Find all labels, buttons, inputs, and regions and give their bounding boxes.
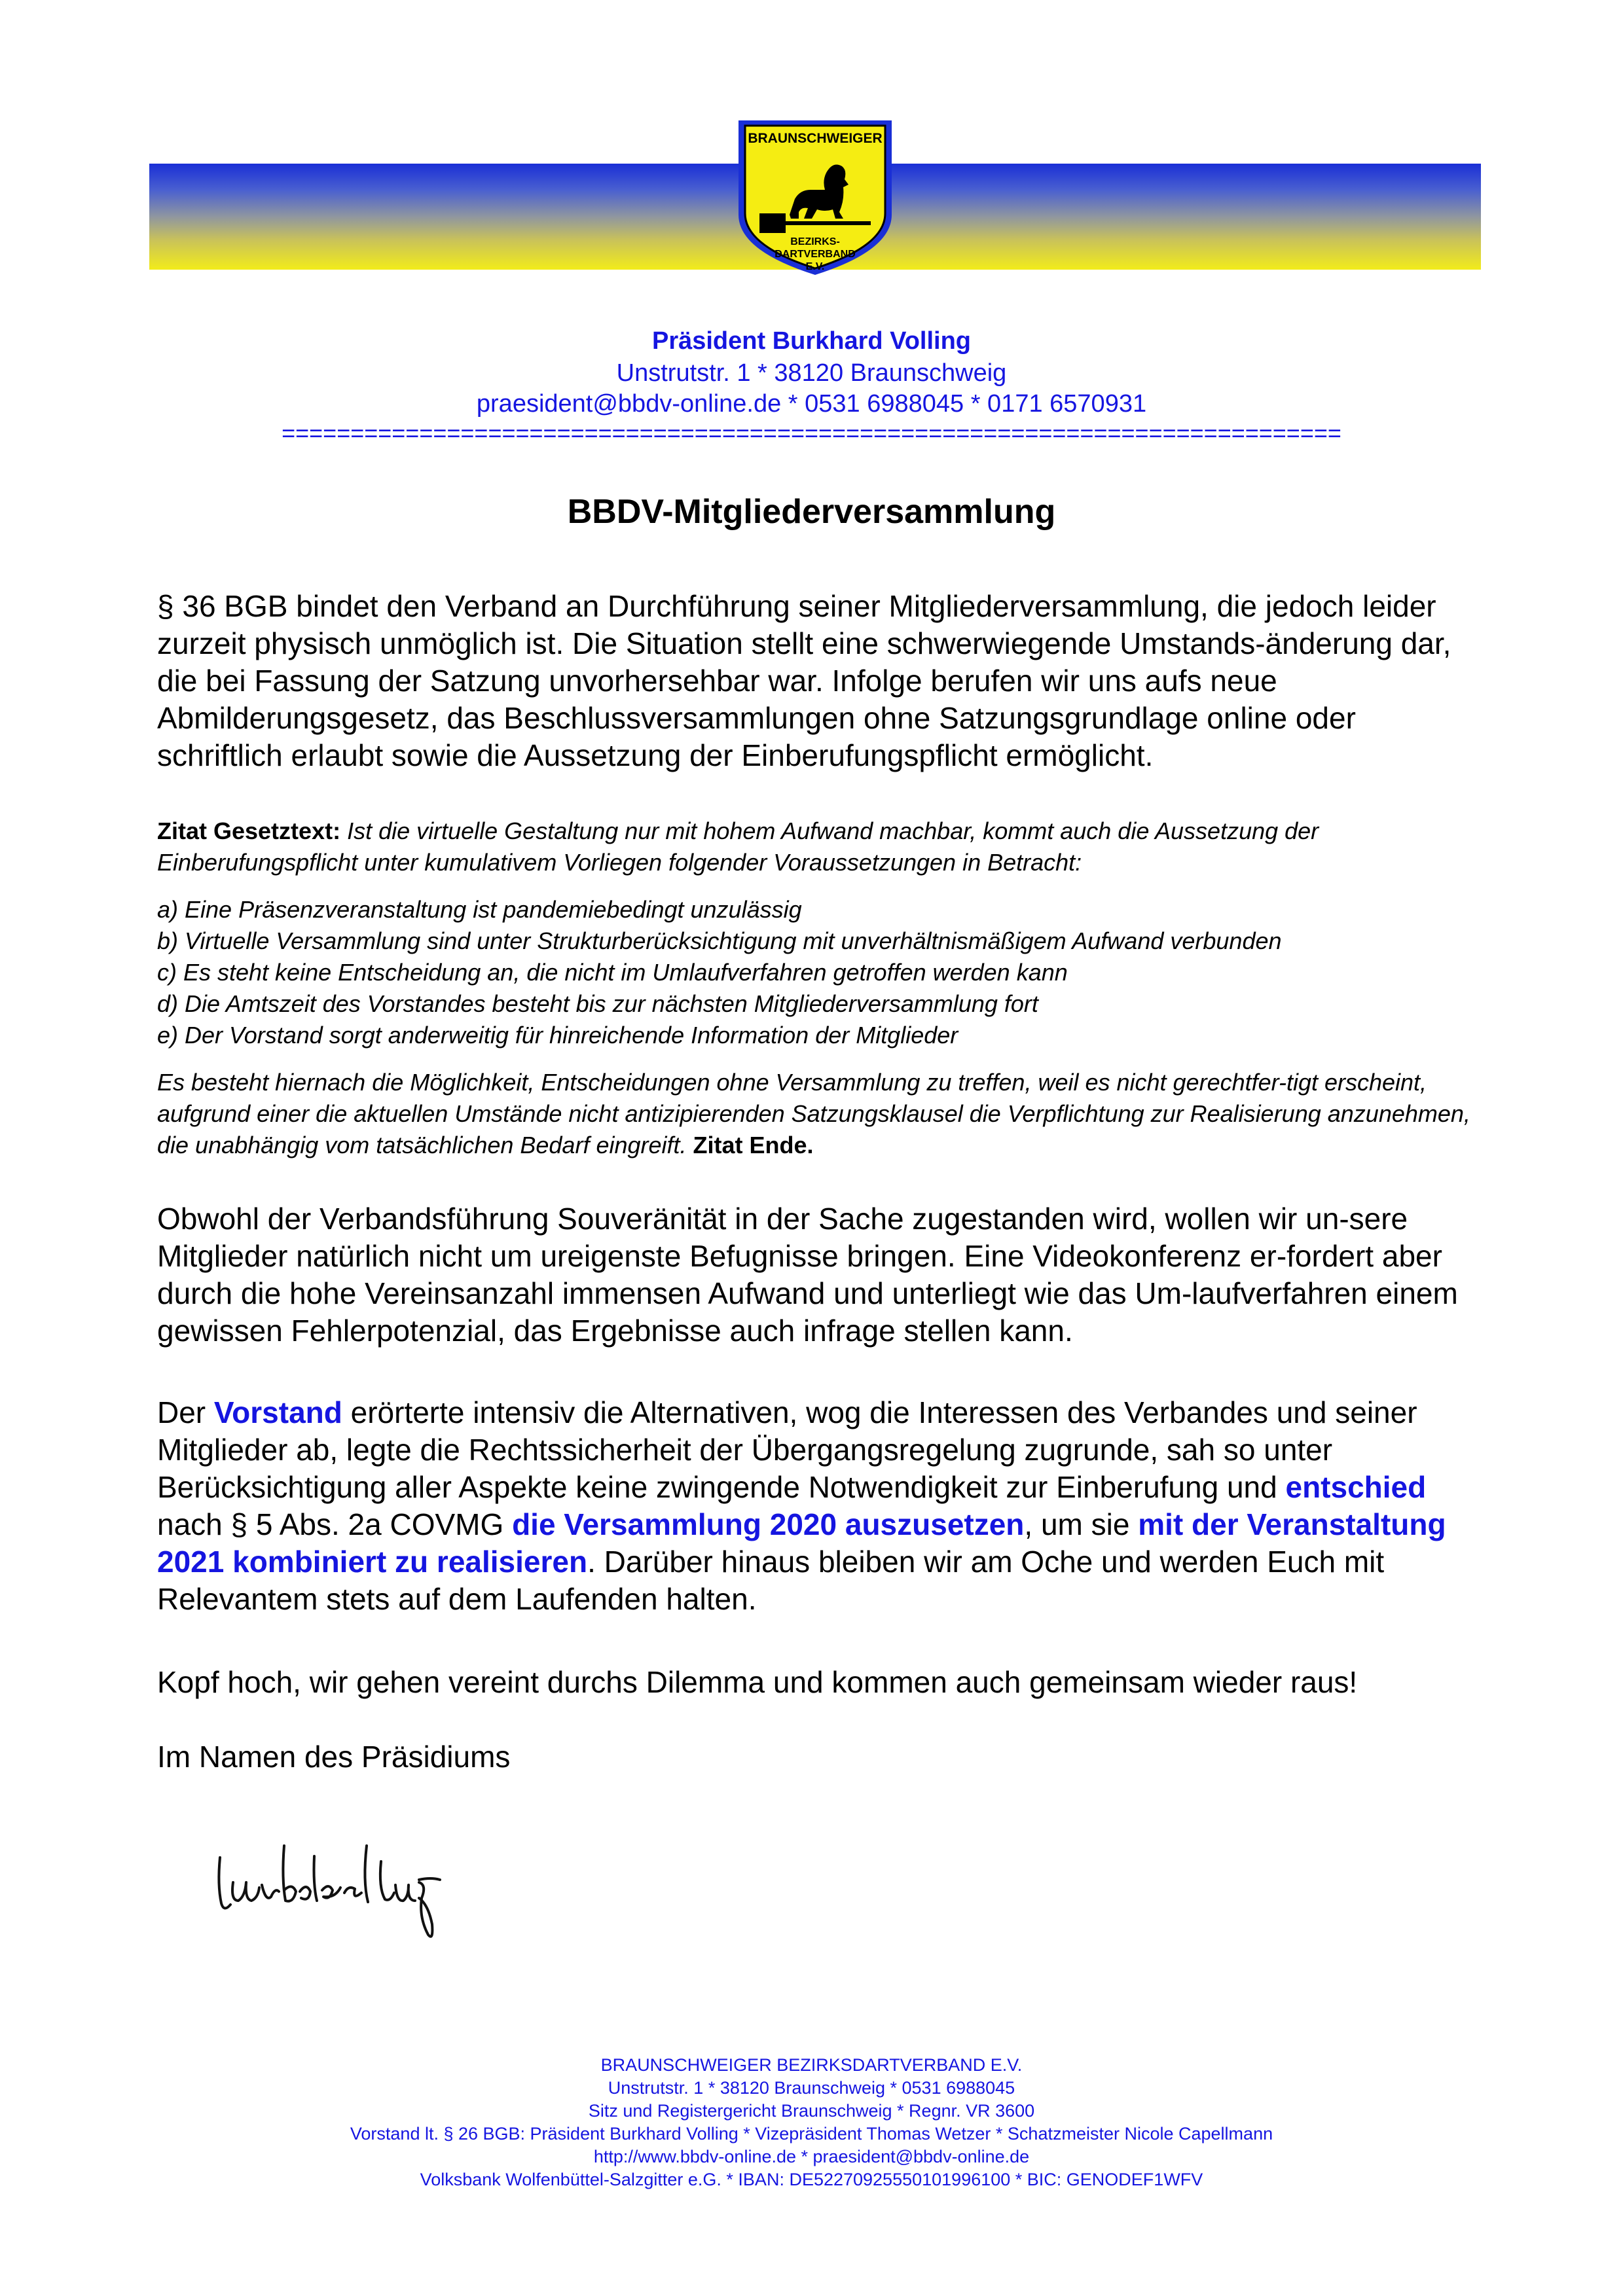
footer [0, 2054, 1623, 2191]
quote-end-label: Zitat Ende. [693, 1132, 814, 1158]
p3-emph-vorstand: Vorstand [213, 1395, 342, 1429]
paragraph-2 [157, 1200, 1476, 1350]
closing-text: Im Namen des Präsidiums [157, 1740, 511, 1774]
quote-conclusion [157, 1067, 1476, 1161]
quote-block [157, 816, 1476, 1161]
paragraph-1 [157, 588, 1476, 774]
quote-label: Zitat Gesetztext: [157, 817, 341, 844]
paragraph-4 [157, 1664, 1476, 1701]
paragraph-2-text: Obwohl der Verbandsführung Souveränität in der Sache zugestanden wird, wollen wir un-sere Mitglieder natürlich nicht um ureigenste Befugnisse bringen. Eine Videokonferenz er-fordert aber durch die hohe Vereinsanzahl immensen Aufwand und unterliegt wie das Um-laufverfahren einem gewissen Fehlerpotenzial, das Ergebnisse auch infrage stellen kann. [157, 1202, 1458, 1348]
p3-text-2: erörterte intensiv die Alternativen, wog die Interessen des Verbandes und seiner Mitglieder ab, legte die Rechtssicherheit der Übergangsregelung zugrunde, sah so unter Berücksichtigung aller Aspekte keine zwingende Notwendigkeit zur Einberufung und [157, 1395, 1417, 1504]
footer-line: Volksbank Wolfenbüttel-Salzgitter e.G. * IBAN: DE52270925550101996100 * BIC: GENODEF1WFV [420, 2170, 1203, 2189]
paragraph-3 [157, 1394, 1476, 1618]
paragraph-4-text: Kopf hoch, wir gehen vereint durchs Dilemma und kommen auch gemeinsam wieder raus! [157, 1665, 1358, 1699]
quote-intro-text: Ist die virtuelle Gestaltung nur mit hohem Aufwand machbar, kommt auch die Aussetzung der Einberufungspflicht unter kumulativem Vorliegen folgender Voraussetzungen in Betracht: [157, 817, 1319, 876]
president-contact: praesident@bbdv-online.de * 0531 6988045 * 0171 6570931 [476, 390, 1147, 418]
p3-emph-entschied: entschied [1285, 1470, 1427, 1504]
quote-item: e) Der Vorstand sorgt anderweitig für hinreichende Information der Mitglieder [157, 1022, 958, 1049]
logo-line-3: E.V. [805, 261, 825, 272]
quote-item: d) Die Amtszeit des Vorstandes besteht bis zur nächsten Mitgliederversammlung fort [157, 990, 1038, 1017]
president-name: Präsident Burkhard Volling [651, 327, 972, 355]
paragraph-3-text [157, 1394, 1476, 1618]
president-address: Unstrutstr. 1 * 38120 Braunschweig [616, 359, 1007, 387]
footer-line: http://www.bbdv-online.de * praesident@bbdv-online.de [593, 2147, 1030, 2166]
signature-image [211, 1820, 505, 1944]
closing [157, 1738, 1476, 1776]
p3-text-3: nach § 5 Abs. 2a COVMG [157, 1507, 513, 1541]
quote-conclusion-text: Es besteht hiernach die Möglichkeit, Entscheidungen ohne Versammlung zu treffen, weil es nicht gerechtfer-tigt erscheint, aufgrund einer die aktuellen Umstände nicht antizipierenden Satzungsklausel die Verpflichtung zur Realisierung anzunehmen, die unabhängig vom tatsächlichen Bedarf eingreift. [157, 1069, 1470, 1158]
p3-emph-aussetzen: die Versammlung 2020 auszusetzen [512, 1507, 1025, 1541]
logo-top-text: BRAUNSCHWEIGER [748, 131, 883, 146]
document-title: BBDV-Mitgliederversammlung [567, 493, 1056, 531]
footer-line: Vorstand lt. § 26 BGB: Präsident Burkhard Volling * Vizepräsident Thomas Wetzer * Schatzmeister Nicole Capellmann [350, 2124, 1273, 2144]
quote-item: a) Eine Präsenzveranstaltung ist pandemiebedingt unzulässig [157, 896, 802, 923]
bbdv-logo [733, 117, 897, 279]
paragraph-1-text: § 36 BGB bindet den Verband an Durchführung seiner Mitgliederversammlung, die jedoch leider zurzeit physisch unmöglich ist. Die Situation stellt eine schwerwiegende Umstands-änderung dar, die bei Fassung der Satzung unvorhersehbar war. Infolge berufen wir uns aufs neue Abmilderungsgesetz, das Beschlussversammlungen ohne Satzungsgrundlage online oder schriftlich erlaubt sowie die Aussetzung der Einberufungspflicht ermöglicht. [157, 589, 1451, 772]
header-rule: ============================================================================= [282, 420, 1341, 446]
p3-text-1: Der [157, 1395, 214, 1429]
quote-item: c) Es steht keine Entscheidung an, die nicht im Umlaufverfahren getroffen werden kann [157, 959, 1068, 986]
logo-bottom-text [733, 236, 897, 273]
p3-text-4: , um sie [1024, 1507, 1139, 1541]
quote-intro [157, 816, 1476, 878]
footer-line: Unstrutstr. 1 * 38120 Braunschweig * 0531 6988045 [608, 2078, 1015, 2098]
quote-item: b) Virtuelle Versammlung sind unter Strukturberücksichtigung mit unverhältnismäßigem Aufwand verbunden [157, 927, 1282, 954]
footer-line: Sitz und Registergericht Braunschweig * Regnr. VR 3600 [588, 2101, 1035, 2121]
logo-line-2: DARTVERBAND [775, 249, 856, 260]
footer-line: BRAUNSCHWEIGER BEZIRKSDARTVERBAND E.V. [600, 2055, 1023, 2075]
p3-emph-kombiniert: mit der Veranstaltung 2021 kombiniert zu realisieren [157, 1507, 1446, 1579]
logo-line-1: BEZIRKS- [790, 236, 840, 247]
p3-text-5: . Darüber hinaus bleiben wir am Oche und werden Euch mit Relevantem stets auf dem Laufenden halten. [157, 1545, 1385, 1616]
